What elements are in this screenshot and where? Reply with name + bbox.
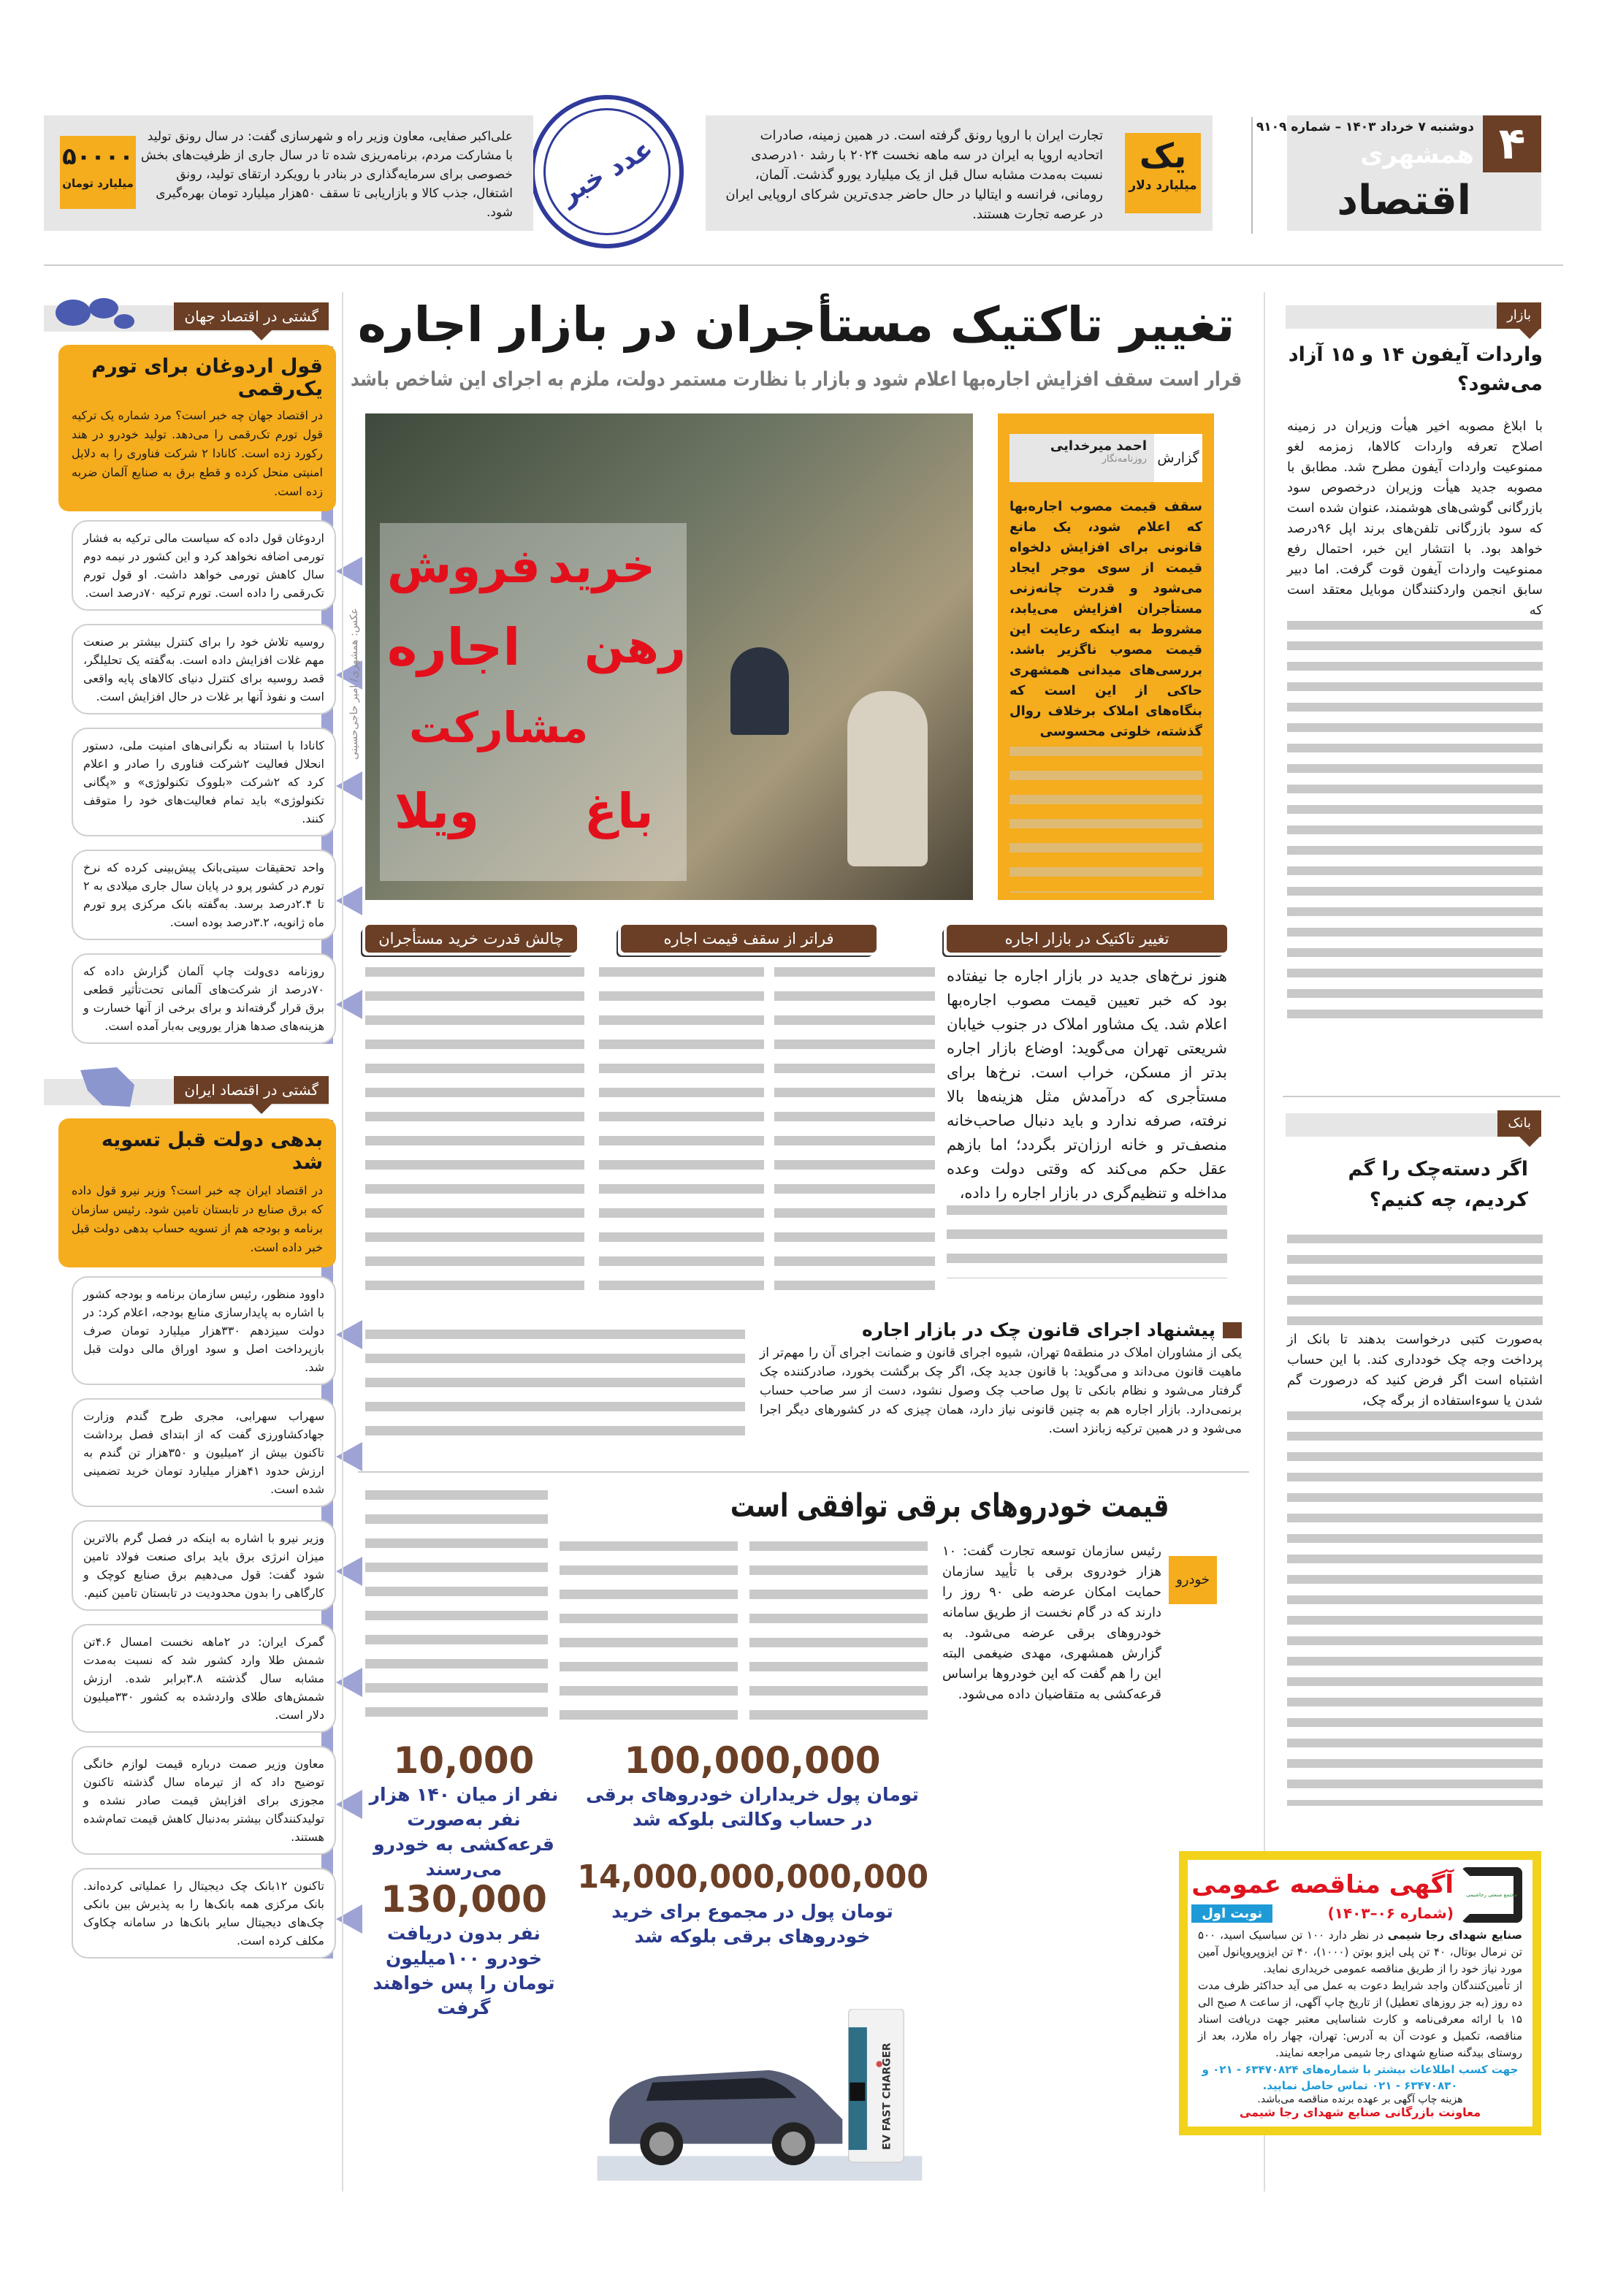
iran-summary: در اقتصاد ایران چه خبر است؟ وزیر نیرو قول داده که برق صنایع در تابستان تامین شود. رئیس سازمان برنامه و بودجه هم از تسویه حساب بدهی دولت قبل خبر داده است.: [72, 1183, 323, 1254]
bullet-square-icon: [1223, 1322, 1242, 1338]
section-label-world: گشتی در اقتصاد جهان: [174, 302, 329, 330]
masthead-divider: [1251, 117, 1253, 234]
ad-body-1: در نظر دارد ۱۰۰ تن سباسیک اسید، ۵۰۰ تن نرمال بوتال، ۴۰ تن پلی ایزو بوتن (۱۰۰۰)، ۴۰ تن ایزوپروپانول آمین مورد نیاز خود را از طریق مناقصه عمومی خریداری نماید.: [1198, 1929, 1523, 1975]
photo-sign-text: باغ: [584, 783, 654, 839]
bank-text: به‌صورت کتبی درخواست بدهند تا بانک از پرداخت وجه چک خودداری کند. با این حساب اشتباه است اگر فرض کنید که درصورت گم شدن یا سوءاستفاده از برگه چک،: [1287, 1332, 1543, 1408]
brief-item: معاون وزیر صمت درباره قیمت لوازم خانگی توضیح داد که از تیرماه سال گذشته تاکنون مجوزی برای افزایش قیمت صادر نشده و تولیدکنندگان بیشتر به‌دنبال کاهش قیمت تمام‌شده هستند.: [72, 1746, 336, 1855]
ev-car-image: [365, 2009, 1154, 2181]
brief-item: روسیه تلاش خود را برای کنترل بیشتر بر صنعت مهم غلات افزایش داده است. به‌گفته یک تحلیلگر، قصد روسیه برای کنترل دنیای کالاهای پایه واقعی است و نفوذ آنها بر غلات در حال افزایش است.: [72, 624, 336, 714]
ad-round: نوبت اول: [1191, 1904, 1272, 1923]
brief-item: وزیر نیرو با اشاره به اینکه در فصل گرم بالاترین میزان انرژی برق باید برای صنعت فولاد تامین شود گفت: قول می‌دهیم برق صنایع کوچک و کارگاهی را بدون محدودیت در تابستان تامین کنیم.: [72, 1520, 336, 1611]
top-news-left: [44, 115, 533, 231]
ad-signature: معاونت بازرگانی صنایع شهدای رجا شیمی: [1239, 2105, 1481, 2119]
stat-item: [577, 1739, 928, 1832]
photo-sign-text: فروش: [387, 540, 541, 594]
iran-map-icon: [73, 1066, 139, 1110]
market-article: [1287, 416, 1543, 1030]
photo-credit: عکس: همشهری/ امیر حاجی‌حسینی: [348, 608, 360, 760]
photo-person: [847, 691, 928, 866]
text-lines: [1009, 747, 1202, 893]
figure-box: [60, 136, 136, 209]
world-headline: قول اردوغان برای تورم یک‌رقمی: [91, 355, 323, 400]
photo-sign-text: ویلا: [394, 783, 479, 839]
top-news-left-text: علی‌اکبر صفایی، معاون وزیر راه و شهرسازی گفت: در سال رونق تولید با مشارکت مردم، برنامه‌ریزی شده تا در سال جاری از ظرفیت‌های بخش خصوصی برای سرمایه‌گذاری در بنادر با رویکرد ارتقای تولید، رونق اشتغال، جذب کالا و بازاریابی تا سقف ۵۰هزار میلیارد تومان بهره‌گیری شود.: [140, 129, 513, 220]
column-heading: تغییر تاکتیک در بازار اجاره: [947, 925, 1227, 953]
top-news-right-text: تجارت ایران با اروپا رونق گرفته است. در همین زمینه، صادرات اتحادیه اروپا به ایران در سه ماهه نخست ۲۰۲۴ با رشد ۱۰درصدی نسبت به‌مدت مشابه سال قبل از یک میلیارد یورو گذشت. آلمان، رومانی، فرانسه و ایتالیا در حال حاضر جدی‌ترین شرکای اروپایی ایران در عرصه تجارت هستند.: [725, 128, 1103, 222]
ad-number: (شماره ۰۶–۱۴۰۳): [1327, 1904, 1454, 1922]
left-divider: [342, 292, 343, 2192]
section-label-iran: گشتی در اقتصاد ایران: [174, 1076, 329, 1104]
stat-item: [365, 1739, 562, 1882]
section-divider: [1283, 1096, 1560, 1097]
photo-sign-text: خرید: [548, 540, 655, 594]
article-column-2: [774, 967, 935, 1303]
column-heading: فراتر از سقف قیمت اجاره: [621, 925, 877, 953]
bank-headline: اگر دسته‌چک را گم کردیم، چه کنیم؟: [1348, 1158, 1528, 1211]
stamp: [530, 95, 684, 248]
iran-section-header: [44, 1066, 336, 1110]
text-lines: [1287, 1411, 1543, 1806]
header-divider: [44, 264, 1563, 266]
article-column-5: [365, 1330, 745, 1446]
report-kind: گزارش: [1154, 434, 1202, 482]
check-proposal-title: پیشنهاد اجرای قانون چک در بازار اجاره: [861, 1319, 1215, 1340]
ad-title: [1191, 1868, 1454, 1902]
column-heading: چالش قدرت خرید مستأجران: [365, 925, 577, 953]
check-proposal-box: [760, 1319, 1242, 1438]
car-column-3: [560, 1541, 738, 1724]
text-lines: [947, 1205, 1227, 1278]
stat-caption: نفر از میان ۱۴۰ هزار نفر به‌صورت قرعه‌کشی به خودرو می‌رسند: [369, 1784, 559, 1880]
car-column-2: [749, 1541, 928, 1724]
world-section-header: [44, 292, 336, 336]
stat-item: [365, 1877, 562, 2021]
stat-caption: تومان پول خریداران خودروهای برقی در حساب وکالتی بلوکه شد: [586, 1784, 919, 1830]
stat-value: 100,000,000: [624, 1739, 881, 1782]
article-column-4: [365, 967, 584, 1303]
brief-item: اردوغان قول داده که سیاست مالی ترکیه به فشار تورمی اضافه نخواهد کرد و این کشور در نیمه دوم سال کاهش تورمی خواهد داشت. او قول تورم تک‌رقمی را داده است. تورم ترکیه ۷۰درصد است.: [72, 520, 336, 611]
world-briefs: [44, 520, 336, 1044]
section-logo: اقتصاد: [1337, 177, 1471, 224]
world-summary-box: [58, 345, 336, 511]
report-author: احمد میرخدایی: [1050, 438, 1147, 454]
date-issue: دوشنبه ۷ خرداد ۱۴۰۳ – شماره ۹۱۰۹: [1256, 120, 1474, 134]
article-column-1: [947, 964, 1227, 1278]
photo-sign-text: رهن: [584, 620, 686, 674]
world-map-icon: [51, 292, 139, 336]
market-headline: واردات آیفون ۱۴ و ۱۵ آزاد می‌شود؟: [1288, 343, 1543, 395]
masthead: [1256, 115, 1541, 231]
stat-value-box: [577, 1856, 928, 1899]
stat-value: 14,000,000,000,000: [576, 1858, 928, 1896]
ad-body-2: از تأمین‌کنندگان واجد شرایط دعوت به عمل می آید حداکثر ظرف مدت ده روز (به جز روزهای تعطیل) از تاریخ چاپ آگهی، از ساعت ۸ صبح الی ۱۵ با ارائه معرفی‌نامه و کارت شناسایی معتبر جهت دریافت اسناد مناقصه، تکمیل و عودت آن به آدرس: تهران، چهار راه ملارد، بعد از روستای بیدگنه صنایع شهدای رجا شیمی مراجعه نمایند.: [1198, 1979, 1522, 2059]
stat-value: 10,000: [393, 1739, 535, 1782]
stat-item: [577, 1856, 928, 1949]
charger-label: EV FAST CHARGER: [881, 2043, 893, 2151]
ad-company: صنایع شهدای رجا شیمی: [1387, 1929, 1522, 1942]
stat-caption: تومان پول در مجموع برای خرید خودروهای برقی بلوکه شد: [611, 1901, 893, 1947]
world-summary: در اقتصاد جهان چه خبر است؟ مرد شماره یک ترکیه قول تورم تک‌رقمی را می‌دهد. تولید خودرو در هند رکورد زده است. کانادا ۲ شرکت فناوری را به دلایل امنیتی منحل کرده و قطع برق به صنایع آلمان ضربه زده است.: [72, 408, 324, 498]
photo-sign-text: اجاره: [387, 617, 521, 677]
top-news-right: [706, 115, 1213, 231]
logo-text: مجتمع صنعتی رجاشیمی: [1466, 1892, 1517, 1898]
section-label-bank: بانک: [1497, 1110, 1541, 1137]
brief-item: سهراب سهرابی، مجری طرح گندم وزارت جهادکشاورزی گفت که از ابتدای فصل برداشت تاکنون بیش از ۲میلیون و ۳۵۰هزار تن گندم به ارزش حدود ۴۱هزار میلیارد تومان خرید تضمینی شده است.: [72, 1398, 336, 1507]
main-headline: [351, 292, 1242, 358]
stat-value-box: [365, 1739, 562, 1782]
brief-item: کانادا با استناد به نگرانی‌های امنیت ملی، دستور انحلال فعالیت ۲شرکت فناوری را صادر و اعلام کرد که ۲شرکت «بلووک تکنولوژی» و «پگانی تکنولوژی» باید تمام فعالیت‌های خود را متوقف کنند.: [72, 728, 336, 836]
text-lines: [1287, 1235, 1543, 1330]
stamp-text: عدد خبر: [555, 133, 659, 210]
market-text: با ابلاغ مصوبه اخیر هیأت وزیران در زمینه اصلاح تعرفه واردات کالاها، زمزمه لغو ممنوعیت واردات آیفون مطرح شد. مطابق با مصوبه جدید هیأت وزیران درخصوص سود بازرگانی گوشی‌های هوشمند، عنوان شده است که سود بازرگانی تلفن‌های برند اپل ۹۶درصد خواهد بود. با انتشار این خبر، احتمال رفع ممنوعیت واردات آیفون قوت گرفت. اما دبیر سابق انجمن واردکنندگان موبایل معتقد است که: [1287, 419, 1543, 618]
iran-section: [44, 1066, 336, 1959]
check-proposal-text: یکی از مشاوران املاک در منطقه۵ تهران، شیوه اجرای قانون و ضمانت اجرای آن را مهم‌تر از ماهیت قانون می‌داند و می‌گوید: با قانون جدید چک، اگر چک برگشت بخورد، صادرکننده چک گرفتار می‌شود و نظام بانکی تا پول صاحب چک وصول نشود، دست از سر صاحب حساب برنمی‌دارد. بازار اجاره هم به چنین قانونی نیاز دارد، همان چیزی که در کشورهای دیگر اجرا می‌شود و در همین ترکیه زبانزد است.: [760, 1346, 1243, 1436]
stat-value: 130,000: [381, 1878, 547, 1921]
stat-value-box: [365, 1877, 562, 1921]
car-section-label: خودرو: [1169, 1556, 1217, 1604]
stat-value-box: [577, 1739, 928, 1782]
bank-article: [1287, 1235, 1543, 1806]
text-lines: [1287, 621, 1543, 1030]
figure-unit: میلیارد دلار: [1129, 178, 1197, 193]
left-column: [44, 292, 336, 1959]
tender-ad: [1179, 1851, 1541, 2135]
ad-contact: جهت کسب اطلاعات بیشتر با شماره‌های ۶۳۴۷۰۸۲۴ - ۰۲۱ و ۶۳۴۷۰۸۳۰ - ۰۲۱ تماس حاصل نمایید.: [1202, 2063, 1519, 2092]
photo-sign-text: مشارکت: [409, 703, 589, 752]
figure-unit: میلیارد تومان: [62, 177, 134, 190]
report-lead: سقف قیمت مصوب اجاره‌بها که اعلام شود، یک مانع قانونی برای افزایش دلخواه قیمت از سوی موجر ایجاد می‌شود و قدرت چانه‌زنی مستأجران افزایش می‌یابد، مشروط به اینکه رعایت این قیمت مصوب ناگزیر باشد. بررسی‌های میدانی همشهری حاکی از این است که بنگاه‌های املاک برخلاف روال گذشته، خلوتی محسوسی: [1009, 499, 1202, 739]
figure-value: ۵۰۰۰۰: [62, 142, 134, 170]
main-subhead: [351, 365, 1242, 394]
car-column-4: [365, 1490, 548, 1724]
article-text: هنوز نرخ‌های جدید در بازار اجاره جا نیفتاده بود که خبر تعیین قیمت مصوب اجاره‌بها اعلام شد. یک مشاور املاک در جنوب خیابان شریعتی تهران می‌گوید: اوضاع بازار اجاره بدتر از مسکن، خراب است. نرخ‌ها برای مستأجری که درآمدش مثل هزینه‌ها بالا نرفته، صرفه ندارد و باید دنبال صاحب‌خانه منصف‌تر و خانه ارزان‌تر بگردد؛ اما بازهم عقل حکم می‌کند که وقتی دولت وعده مداخله و تنظیم‌گری در بازار اجاره را داده،: [947, 967, 1227, 1202]
car-headline: [730, 1483, 1169, 1530]
world-section: [44, 292, 336, 1044]
brief-item: گمرک ایران: در ۲ماهه نخست امسال ۴.۶تن شمش طلا وارد کشور شد که نسبت به‌مدت مشابه سال گذشته ۳.۸برابر شده. ارزش شمش‌های طلای واردشده به کشور ۳۳۰میلیون دلار است.: [72, 1624, 336, 1733]
iran-summary-box: [58, 1118, 336, 1267]
report-box: [998, 413, 1214, 900]
report-role: روزنامه‌نگار: [1102, 454, 1147, 465]
ad-cost: هزینه چاپ آگهی بر عهده برنده مناقصه می‌باشد.: [1257, 2094, 1463, 2105]
main-headline-text: تغییر تاکتیک مستأجران در بازار اجاره: [357, 297, 1235, 353]
iran-headline: بدهی دولت قبل تسویه شد: [101, 1129, 323, 1174]
page-number: ۴: [1483, 115, 1541, 172]
brief-item: داوود منظور، رئیس سازمان برنامه و بودجه کشور با اشاره به پایدارسازی منابع بودجه، اعلام کرد: در دولت سیزدهم ۳۳۰هزار میلیارد تومان صرف بازپرداخت اصل و سود اوراق مالی دولت قبل شد.: [72, 1276, 336, 1385]
main-subhead-text: قرار است سقف افزایش اجاره‌بها اعلام شود و بازار با نظارت مستمر دولت، ملزم به اجرای این شاخص باشد: [350, 368, 1243, 391]
supplement-logo: همشهری: [1360, 140, 1474, 169]
section-label-market: بازار: [1497, 302, 1541, 329]
main-photo: [365, 413, 973, 900]
brief-item: تاکنون ۱۲بانک چک دیجیتال را عملیاتی کرده‌اند. بانک مرکزی همه بانک‌ها را به پذیرش بین بانکی چک‌های دیجیتال سایر بانک‌ها در سامانه چکاوک مکلف کرده است.: [72, 1868, 336, 1959]
figure-value: یک: [1139, 136, 1187, 175]
stat-caption: نفر بدون دریافت خودرو ۱۰۰میلیون تومان را پس خواهند گرفت: [373, 1923, 555, 2018]
car-headline-text: قیمت خودروهای برقی توافقی است: [730, 1487, 1169, 1525]
brief-item: واحد تحقیقات سیتی‌بانک پیش‌بینی کرده که نرخ تورم در کشور پرو در پایان سال جاری میلادی به ۲ تا ۲.۴درصد برسد. به‌گفته بانک مرکزی پرو تورم ماه ژانویه، ۳.۲درصد بوده است.: [72, 850, 336, 940]
article-column-3: [599, 967, 764, 1303]
section-divider: [358, 1471, 1249, 1473]
ad-title-text: آگهی مناقصه عمومی: [1191, 1869, 1454, 1899]
company-logo: [1461, 1867, 1522, 1923]
photo-person: [730, 647, 789, 735]
iran-briefs: [44, 1276, 336, 1959]
brief-item: روزنامه دی‌ولت چاپ آلمان گزارش داده که ۷۰درصد از شرکت‌های آلمانی تحت‌تأثیر قطعی برق قرار گرفته‌اند و برای برخی از آنها خسارت و هزینه‌های صدها هزار یورویی به‌بار آمده است.: [72, 953, 336, 1044]
figure-box: [1125, 133, 1201, 213]
car-lead: رئیس سازمان توسعه تجارت گفت: ۱۰ هزار خودروی برقی با تأیید سازمان حمایت امکان عرضه طی ۹۰ روز را دارند که در گام نخست از طریق سامانه خودروهای برقی عرضه می‌شود. به گزارش همشهری، مهدی ضیغمی البته این را هم گفت که این خودروها براساس قرعه‌کشی به متقاضیان داده می‌شود.: [942, 1544, 1161, 1702]
